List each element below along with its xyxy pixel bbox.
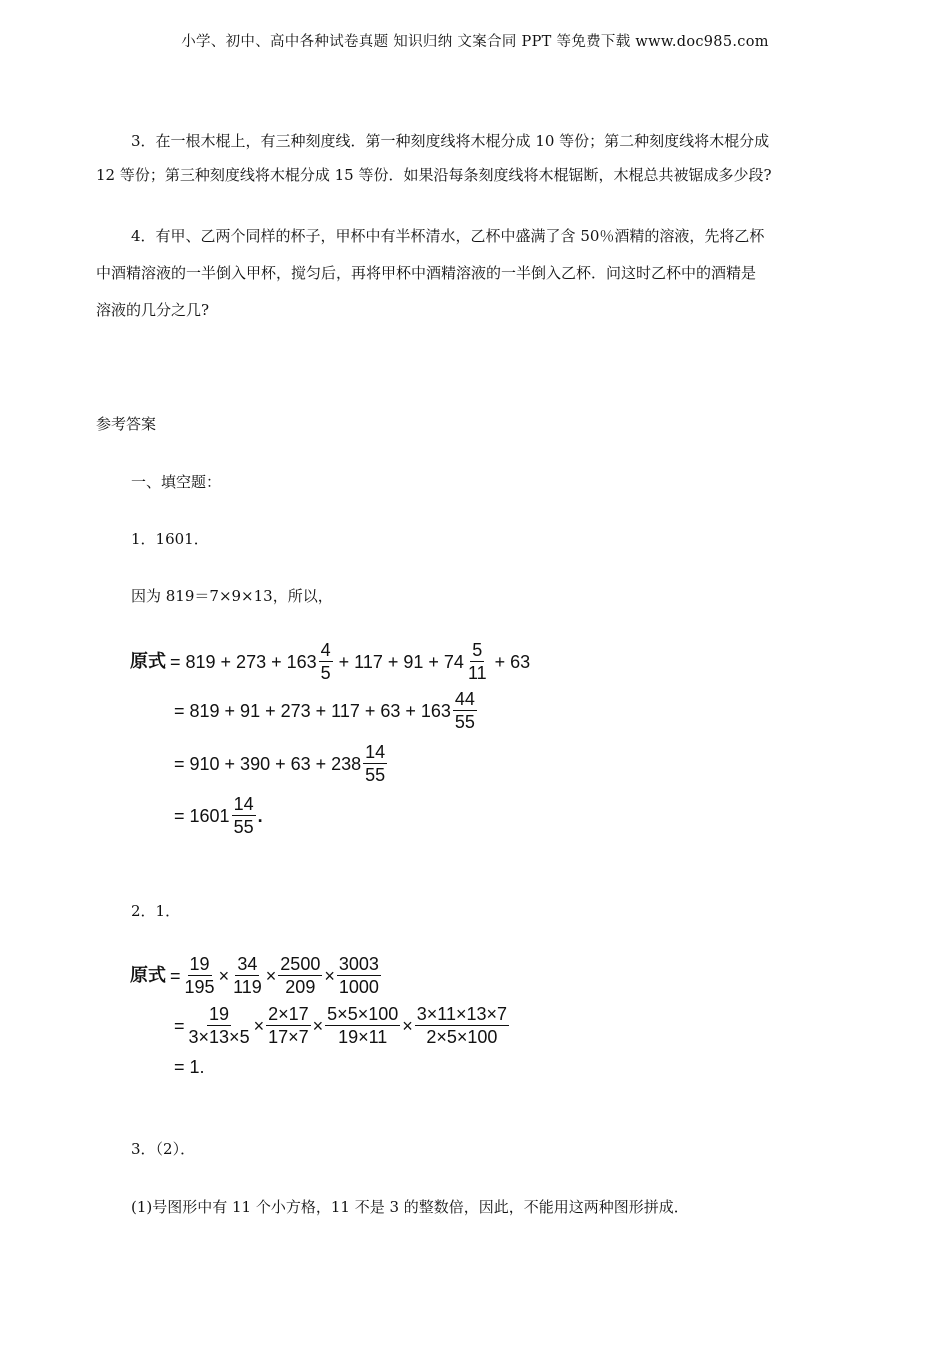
numerator: 19 bbox=[209, 1004, 230, 1024]
question-3-line-2: 12 等份；第三种刻度线将木棍分成 15 等份．如果沿每条刻度线将木棍锯断，木棍总共被锯成多少段? bbox=[96, 166, 772, 184]
answer-2-row-3 bbox=[174, 1058, 205, 1076]
times-sign: × bbox=[402, 1015, 413, 1036]
answer-2-head: 2．1． bbox=[131, 902, 181, 920]
numerator: 14 bbox=[233, 794, 254, 814]
a2-row1-fraction-3 bbox=[278, 955, 322, 996]
a2-result: = 1. bbox=[174, 1057, 205, 1077]
a1-row2-fraction bbox=[453, 690, 477, 731]
page-header: 小学、初中、高中各种试卷真题 知识归纳 文案合同 PPT 等免费下载 www.doc985.com bbox=[181, 34, 769, 50]
times-sign: × bbox=[265, 965, 277, 986]
a1-row2-part-a: = 819 + 91 + 273 + 117 + 63 + 163 bbox=[174, 700, 451, 721]
denominator: 209 bbox=[285, 977, 316, 997]
a1-row1-fraction-1 bbox=[319, 641, 333, 682]
question-4-line-1: 4．有甲、乙两个同样的杯子，甲杯中有半杯清水，乙杯中盛满了含 50％酒精的溶液，先将乙杯 bbox=[131, 227, 765, 245]
a1-row3-fraction bbox=[363, 743, 387, 784]
a2-row2-fraction-3 bbox=[325, 1005, 400, 1046]
a1-row3-part-a: = 910 + 390 + 63 + 238 bbox=[174, 753, 362, 774]
numerator: 34 bbox=[237, 954, 258, 974]
denominator: 55 bbox=[365, 765, 386, 785]
numerator: 14 bbox=[365, 742, 386, 762]
original-expression-label: 原式 bbox=[130, 964, 166, 986]
a1-row4-fraction bbox=[232, 795, 256, 836]
answers-title: 参考答案 bbox=[96, 415, 157, 433]
numerator: 3×11×13×7 bbox=[416, 1004, 508, 1024]
section-fill-blank: 一、填空题： bbox=[131, 473, 222, 491]
numerator: 44 bbox=[454, 689, 475, 709]
a2-row2-fraction-1 bbox=[187, 1005, 252, 1046]
denominator: 55 bbox=[454, 712, 475, 732]
denominator: 3×13×5 bbox=[188, 1027, 250, 1047]
times-sign: × bbox=[218, 965, 230, 986]
denominator: 17×7 bbox=[268, 1027, 309, 1047]
answer-1-row-3 bbox=[174, 743, 389, 784]
answer-1-row-2 bbox=[174, 690, 479, 731]
answer-1-head: 1．1601． bbox=[131, 530, 209, 548]
a1-row4-period: . bbox=[257, 805, 263, 826]
answer-1-row-1 bbox=[130, 641, 530, 682]
original-expression-label: 原式 bbox=[130, 650, 166, 672]
denominator: 11 bbox=[467, 663, 487, 683]
times-sign: × bbox=[324, 965, 335, 986]
answer-3-text: (1)号图形中有 11 个小方格，11 不是 3 的整数倍，因此，不能用这两种图形拼成． bbox=[131, 1198, 689, 1216]
numerator: 2×17 bbox=[268, 1004, 309, 1024]
numerator: 19 bbox=[189, 954, 210, 974]
denominator: 19×11 bbox=[338, 1027, 388, 1047]
question-3-line-1: 3．在一根木棍上，有三种刻度线．第一种刻度线将木棍分成 10 等份；第二种刻度线将木棍分成 bbox=[131, 132, 770, 150]
answer-2-row-1 bbox=[130, 955, 383, 996]
denominator: 5 bbox=[320, 663, 331, 683]
a2-row2-fraction-2 bbox=[266, 1005, 311, 1046]
answer-3-head: 3．（2）． bbox=[131, 1140, 196, 1158]
numerator: 5 bbox=[472, 640, 483, 660]
question-4-line-2: 中酒精溶液的一半倒入甲杯，搅匀后，再将甲杯中酒精溶液的一半倒入乙杯．问这时乙杯中的酒精是 bbox=[96, 264, 757, 282]
denominator: 55 bbox=[233, 817, 254, 837]
a2-row1-fraction-4 bbox=[337, 955, 381, 996]
numerator: 5×5×100 bbox=[327, 1004, 399, 1024]
a1-row1-part-b: + 117 + 91 + 74 bbox=[338, 651, 464, 672]
answer-2-row-2 bbox=[174, 1005, 511, 1046]
equals-sign: = bbox=[174, 1015, 185, 1036]
a1-row1-fraction-2 bbox=[466, 641, 489, 682]
times-sign: × bbox=[253, 1015, 265, 1036]
answer-1-reason: 因为 819＝7×9×13，所以， bbox=[131, 587, 333, 605]
numerator: 2500 bbox=[280, 954, 321, 974]
equals-sign: = bbox=[170, 965, 181, 986]
denominator: 1000 bbox=[338, 977, 379, 997]
times-sign: × bbox=[312, 1015, 324, 1036]
question-4-line-3: 溶液的几分之几? bbox=[96, 301, 210, 319]
denominator: 195 bbox=[184, 977, 215, 997]
denominator: 2×5×100 bbox=[426, 1027, 498, 1047]
numerator: 3003 bbox=[338, 954, 379, 974]
a1-row1-part-c: + 63 bbox=[494, 651, 531, 672]
a2-row1-fraction-1 bbox=[183, 955, 217, 996]
numerator: 4 bbox=[320, 640, 331, 660]
a2-row2-fraction-4 bbox=[415, 1005, 509, 1046]
a2-row1-fraction-2 bbox=[231, 955, 264, 996]
answer-1-row-4 bbox=[174, 795, 263, 836]
a1-row1-part-a: = 819 + 273 + 163 bbox=[170, 651, 317, 672]
a1-row4-part-a: = 1601 bbox=[174, 805, 230, 826]
denominator: 119 bbox=[233, 977, 262, 997]
